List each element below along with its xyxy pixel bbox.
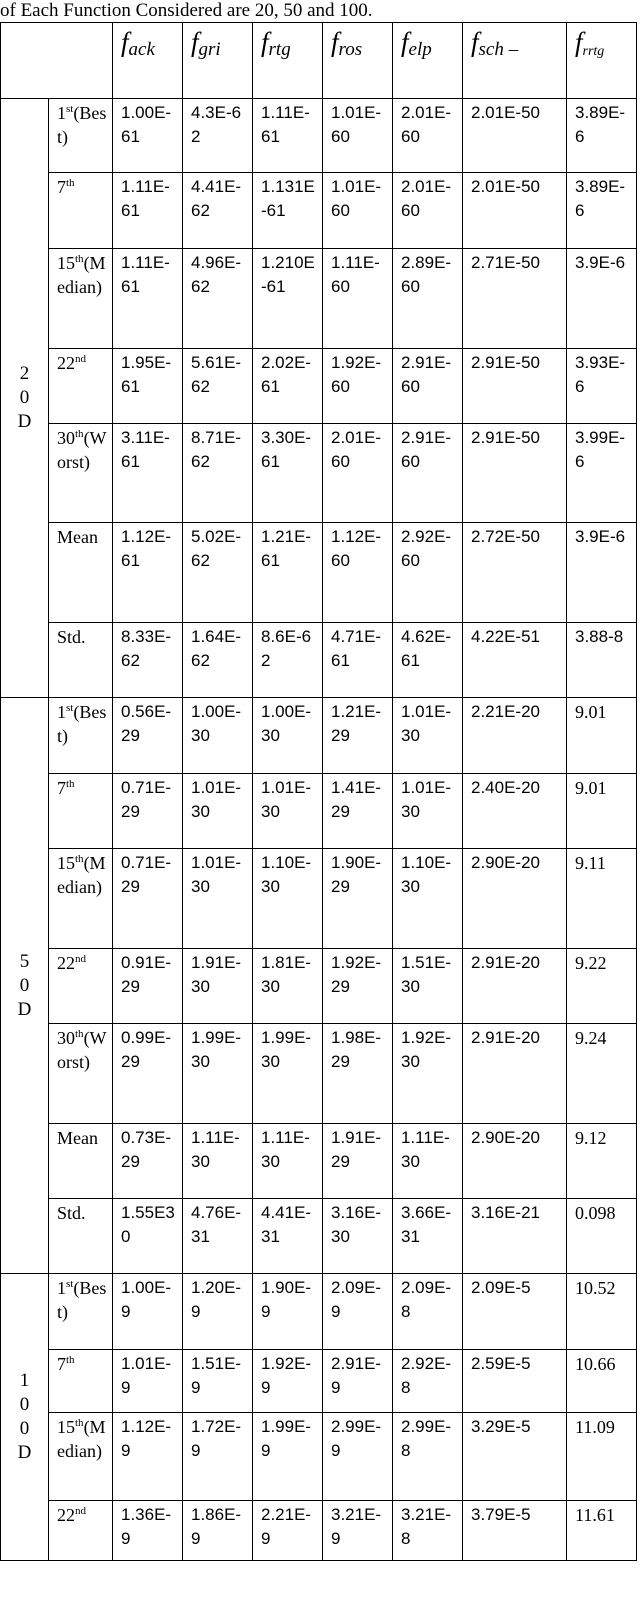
value-cell: 3.21E-9: [323, 1501, 393, 1561]
value-cell: 1.81E-30: [253, 949, 323, 1024]
dimension-group-label: [1, 1274, 49, 1561]
rank-cell: [49, 424, 113, 523]
value-cell: 3.66E-31: [393, 1199, 463, 1274]
value-cell: 1.91E-29: [323, 1124, 393, 1199]
value-cell: 1.64E-62: [183, 623, 253, 698]
rank-cell: [49, 99, 113, 173]
table-row: [1, 1024, 637, 1124]
column-header: $f_{ack}$: [113, 23, 183, 99]
value-cell: 2.01E-60: [323, 424, 393, 523]
rank-note: (Worst): [57, 428, 107, 473]
rank-note: (Median): [57, 253, 106, 298]
value-cell: 2.40E-20: [463, 774, 567, 849]
column-header: $f_{sch -}$: [463, 23, 567, 99]
rank-cell: [49, 1274, 113, 1350]
value-cell: 1.00E-9: [113, 1274, 183, 1350]
value-cell: 4.76E-31: [183, 1199, 253, 1274]
rank-label: 22: [57, 353, 75, 373]
value-cell: 4.41E-62: [183, 173, 253, 249]
rank-cell: [49, 349, 113, 424]
value-cell: 1.99E-30: [183, 1024, 253, 1124]
value-cell: 1.210E-61: [253, 249, 323, 349]
value-cell: 1.99E-9: [253, 1413, 323, 1501]
value-cell: 3.21E-8: [393, 1501, 463, 1561]
value-cell: 2.91E-60: [393, 424, 463, 523]
dimension-label-text: 50D: [17, 950, 32, 1020]
value-cell: 2.02E-61: [253, 349, 323, 424]
rank-label: Mean: [57, 527, 98, 547]
value-cell: 1.12E-60: [323, 523, 393, 623]
value-cell: 1.36E-9: [113, 1501, 183, 1561]
rank-suffix: th: [66, 177, 75, 189]
value-cell: 2.91E-50: [463, 349, 567, 424]
dimension-group-label: [1, 698, 49, 1274]
table-row: [1, 623, 637, 698]
rank-suffix: st: [66, 103, 74, 115]
value-cell: 2.71E-50: [463, 249, 567, 349]
value-cell: 2.99E-9: [323, 1413, 393, 1501]
dimension-label-text: 20D: [17, 363, 32, 432]
value-cell: 9.01: [567, 698, 637, 774]
table-row: [1, 849, 637, 949]
table-row: [1, 424, 637, 523]
table-row: [1, 523, 637, 623]
value-cell: 1.21E-29: [323, 698, 393, 774]
value-cell: 0.56E-29: [113, 698, 183, 774]
value-cell: 2.01E-60: [393, 173, 463, 249]
value-cell: 3.16E-21: [463, 1199, 567, 1274]
dimension-group-label: [1, 99, 49, 698]
value-cell: 2.59E-5: [463, 1350, 567, 1413]
value-cell: 3.9E-6: [567, 523, 637, 623]
value-cell: 1.51E-9: [183, 1350, 253, 1413]
value-cell: 1.01E-30: [183, 774, 253, 849]
rank-cell: [49, 1199, 113, 1274]
rank-suffix: th: [75, 1417, 84, 1429]
rank-suffix: th: [66, 1354, 75, 1366]
value-cell: 2.91E-20: [463, 949, 567, 1024]
rank-suffix: st: [66, 702, 74, 714]
value-cell: 2.90E-20: [463, 849, 567, 949]
rank-cell: [49, 774, 113, 849]
value-cell: 2.01E-50: [463, 99, 567, 173]
value-cell: 1.10E-30: [393, 849, 463, 949]
rank-label: 1: [57, 702, 66, 722]
value-cell: 11.09: [567, 1413, 637, 1501]
rank-cell: [49, 249, 113, 349]
value-cell: 10.52: [567, 1274, 637, 1350]
table-body: [1, 99, 637, 1561]
value-cell: 3.89E-6: [567, 173, 637, 249]
value-cell: 10.66: [567, 1350, 637, 1413]
rank-label: 7: [57, 778, 66, 798]
rank-label: 7: [57, 177, 66, 197]
rank-cell: [49, 849, 113, 949]
rank-cell: [49, 173, 113, 249]
value-cell: 0.91E-29: [113, 949, 183, 1024]
value-cell: 2.89E-60: [393, 249, 463, 349]
value-cell: 1.95E-61: [113, 349, 183, 424]
value-cell: 0.71E-29: [113, 774, 183, 849]
results-table: [0, 22, 637, 1561]
column-header: $f_{ros}$: [323, 23, 393, 99]
value-cell: 4.22E-51: [463, 623, 567, 698]
rank-note: (Best): [57, 702, 107, 747]
table-row: [1, 249, 637, 349]
rank-cell: [49, 623, 113, 698]
rank-suffix: nd: [75, 953, 86, 965]
value-cell: 2.91E-60: [393, 349, 463, 424]
table-row: [1, 1199, 637, 1274]
value-cell: 1.00E-30: [253, 698, 323, 774]
value-cell: 3.11E-61: [113, 424, 183, 523]
value-cell: 1.92E-9: [253, 1350, 323, 1413]
value-cell: 2.99E-8: [393, 1413, 463, 1501]
rank-suffix: th: [75, 428, 84, 440]
table-row: [1, 1124, 637, 1199]
value-cell: 2.01E-50: [463, 173, 567, 249]
value-cell: 11.61: [567, 1501, 637, 1561]
value-cell: 1.86E-9: [183, 1501, 253, 1561]
value-cell: 1.12E-9: [113, 1413, 183, 1501]
rank-cell: [49, 1413, 113, 1501]
value-cell: 0.098: [567, 1199, 637, 1274]
value-cell: 2.09E-5: [463, 1274, 567, 1350]
column-header: $f_{rrtg}$: [567, 23, 637, 99]
rank-label: 15: [57, 853, 75, 873]
column-header: $f_{gri}$: [183, 23, 253, 99]
value-cell: 2.01E-60: [393, 99, 463, 173]
rank-suffix: nd: [75, 1505, 86, 1517]
rank-cell: [49, 1024, 113, 1124]
value-cell: 9.11: [567, 849, 637, 949]
value-cell: 8.71E-62: [183, 424, 253, 523]
rank-suffix: nd: [75, 353, 86, 365]
value-cell: 1.72E-9: [183, 1413, 253, 1501]
value-cell: 1.01E-30: [393, 774, 463, 849]
value-cell: 2.92E-60: [393, 523, 463, 623]
rank-note: (Best): [57, 1278, 107, 1323]
rank-label: Std.: [57, 1203, 86, 1223]
rank-label: 15: [57, 1417, 75, 1437]
table-row: [1, 1274, 637, 1350]
value-cell: 2.92E-8: [393, 1350, 463, 1413]
value-cell: 1.10E-30: [253, 849, 323, 949]
dimension-label-text: 100D: [17, 1370, 32, 1463]
value-cell: 1.00E-61: [113, 99, 183, 173]
table-row: [1, 349, 637, 424]
value-cell: 0.99E-29: [113, 1024, 183, 1124]
value-cell: 1.01E-30: [393, 698, 463, 774]
value-cell: 4.96E-62: [183, 249, 253, 349]
value-cell: 1.01E-60: [323, 173, 393, 249]
value-cell: 9.12: [567, 1124, 637, 1199]
rank-suffix: th: [75, 853, 84, 865]
value-cell: 1.01E-60: [323, 99, 393, 173]
value-cell: 2.09E-9: [323, 1274, 393, 1350]
value-cell: 1.11E-30: [253, 1124, 323, 1199]
value-cell: 1.91E-30: [183, 949, 253, 1024]
value-cell: 5.61E-62: [183, 349, 253, 424]
rank-cell: [49, 698, 113, 774]
value-cell: 3.9E-6: [567, 249, 637, 349]
value-cell: 2.21E-20: [463, 698, 567, 774]
value-cell: 8.6E-62: [253, 623, 323, 698]
value-cell: 1.55E30: [113, 1199, 183, 1274]
rank-cell: [49, 523, 113, 623]
rank-label: 7: [57, 1354, 66, 1374]
value-cell: 2.21E-9: [253, 1501, 323, 1561]
table-caption: of Each Function Considered are 20, 50 and 100.: [0, 0, 373, 21]
value-cell: 1.21E-61: [253, 523, 323, 623]
value-cell: 1.11E-61: [113, 249, 183, 349]
value-cell: 0.73E-29: [113, 1124, 183, 1199]
value-cell: 4.41E-31: [253, 1199, 323, 1274]
value-cell: 8.33E-62: [113, 623, 183, 698]
value-cell: 1.41E-29: [323, 774, 393, 849]
rank-label: 1: [57, 103, 66, 123]
rank-suffix: st: [66, 1278, 74, 1290]
value-cell: 3.99E-6: [567, 424, 637, 523]
value-cell: 5.02E-62: [183, 523, 253, 623]
value-cell: 2.91E-50: [463, 424, 567, 523]
column-header: $f_{rtg}$: [253, 23, 323, 99]
value-cell: 9.24: [567, 1024, 637, 1124]
value-cell: 2.72E-50: [463, 523, 567, 623]
value-cell: 1.98E-29: [323, 1024, 393, 1124]
value-cell: 1.131E-61: [253, 173, 323, 249]
value-cell: 1.51E-30: [393, 949, 463, 1024]
rank-label: Std.: [57, 627, 86, 647]
value-cell: 1.12E-61: [113, 523, 183, 623]
value-cell: 3.93E-6: [567, 349, 637, 424]
value-cell: 1.11E-61: [113, 173, 183, 249]
value-cell: 3.29E-5: [463, 1413, 567, 1501]
value-cell: 1.92E-29: [323, 949, 393, 1024]
value-cell: 3.16E-30: [323, 1199, 393, 1274]
column-header: $f_{elp}$: [393, 23, 463, 99]
value-cell: 4.3E-62: [183, 99, 253, 173]
rank-cell: [49, 949, 113, 1024]
table-row: [1, 1350, 637, 1413]
value-cell: 1.01E-30: [183, 849, 253, 949]
value-cell: 2.91E-20: [463, 1024, 567, 1124]
value-cell: 2.90E-20: [463, 1124, 567, 1199]
table-row: [1, 1413, 637, 1501]
value-cell: 3.89E-6: [567, 99, 637, 173]
table-row: [1, 99, 637, 173]
header-row: [1, 23, 637, 99]
rank-label: 30: [57, 428, 75, 448]
value-cell: 1.01E-9: [113, 1350, 183, 1413]
value-cell: 3.30E-61: [253, 424, 323, 523]
rank-label: 1: [57, 1278, 66, 1298]
rank-label: 22: [57, 953, 75, 973]
value-cell: 4.71E-61: [323, 623, 393, 698]
value-cell: 2.09E-8: [393, 1274, 463, 1350]
value-cell: 1.01E-30: [253, 774, 323, 849]
value-cell: 1.99E-30: [253, 1024, 323, 1124]
rank-note: (Worst): [57, 1028, 107, 1073]
value-cell: 1.90E-9: [253, 1274, 323, 1350]
rank-cell: [49, 1350, 113, 1413]
rank-label: 22: [57, 1505, 75, 1525]
rank-note: (Median): [57, 1417, 106, 1462]
rank-cell: [49, 1124, 113, 1199]
value-cell: 3.88-8: [567, 623, 637, 698]
table-row: [1, 173, 637, 249]
value-cell: 9.22: [567, 949, 637, 1024]
rank-label: Mean: [57, 1128, 98, 1148]
value-cell: 1.11E-30: [183, 1124, 253, 1199]
value-cell: 9.01: [567, 774, 637, 849]
value-cell: 3.79E-5: [463, 1501, 567, 1561]
rank-suffix: th: [66, 778, 75, 790]
header-corner: [1, 23, 113, 99]
value-cell: 1.90E-29: [323, 849, 393, 949]
value-cell: 1.00E-30: [183, 698, 253, 774]
value-cell: 1.11E-30: [393, 1124, 463, 1199]
value-cell: 1.92E-60: [323, 349, 393, 424]
table-row: [1, 698, 637, 774]
rank-note: (Median): [57, 853, 106, 898]
value-cell: 4.62E-61: [393, 623, 463, 698]
rank-label: 15: [57, 253, 75, 273]
value-cell: 1.20E-9: [183, 1274, 253, 1350]
rank-suffix: th: [75, 253, 84, 265]
table-row: [1, 949, 637, 1024]
value-cell: 0.71E-29: [113, 849, 183, 949]
rank-cell: [49, 1501, 113, 1561]
rank-note: (Best): [57, 103, 107, 148]
rank-label: 30: [57, 1028, 75, 1048]
value-cell: 1.11E-60: [323, 249, 393, 349]
rank-suffix: th: [75, 1028, 84, 1040]
table-row: [1, 774, 637, 849]
value-cell: 1.11E-61: [253, 99, 323, 173]
value-cell: 1.92E-30: [393, 1024, 463, 1124]
value-cell: 2.91E-9: [323, 1350, 393, 1413]
table-row: [1, 1501, 637, 1561]
